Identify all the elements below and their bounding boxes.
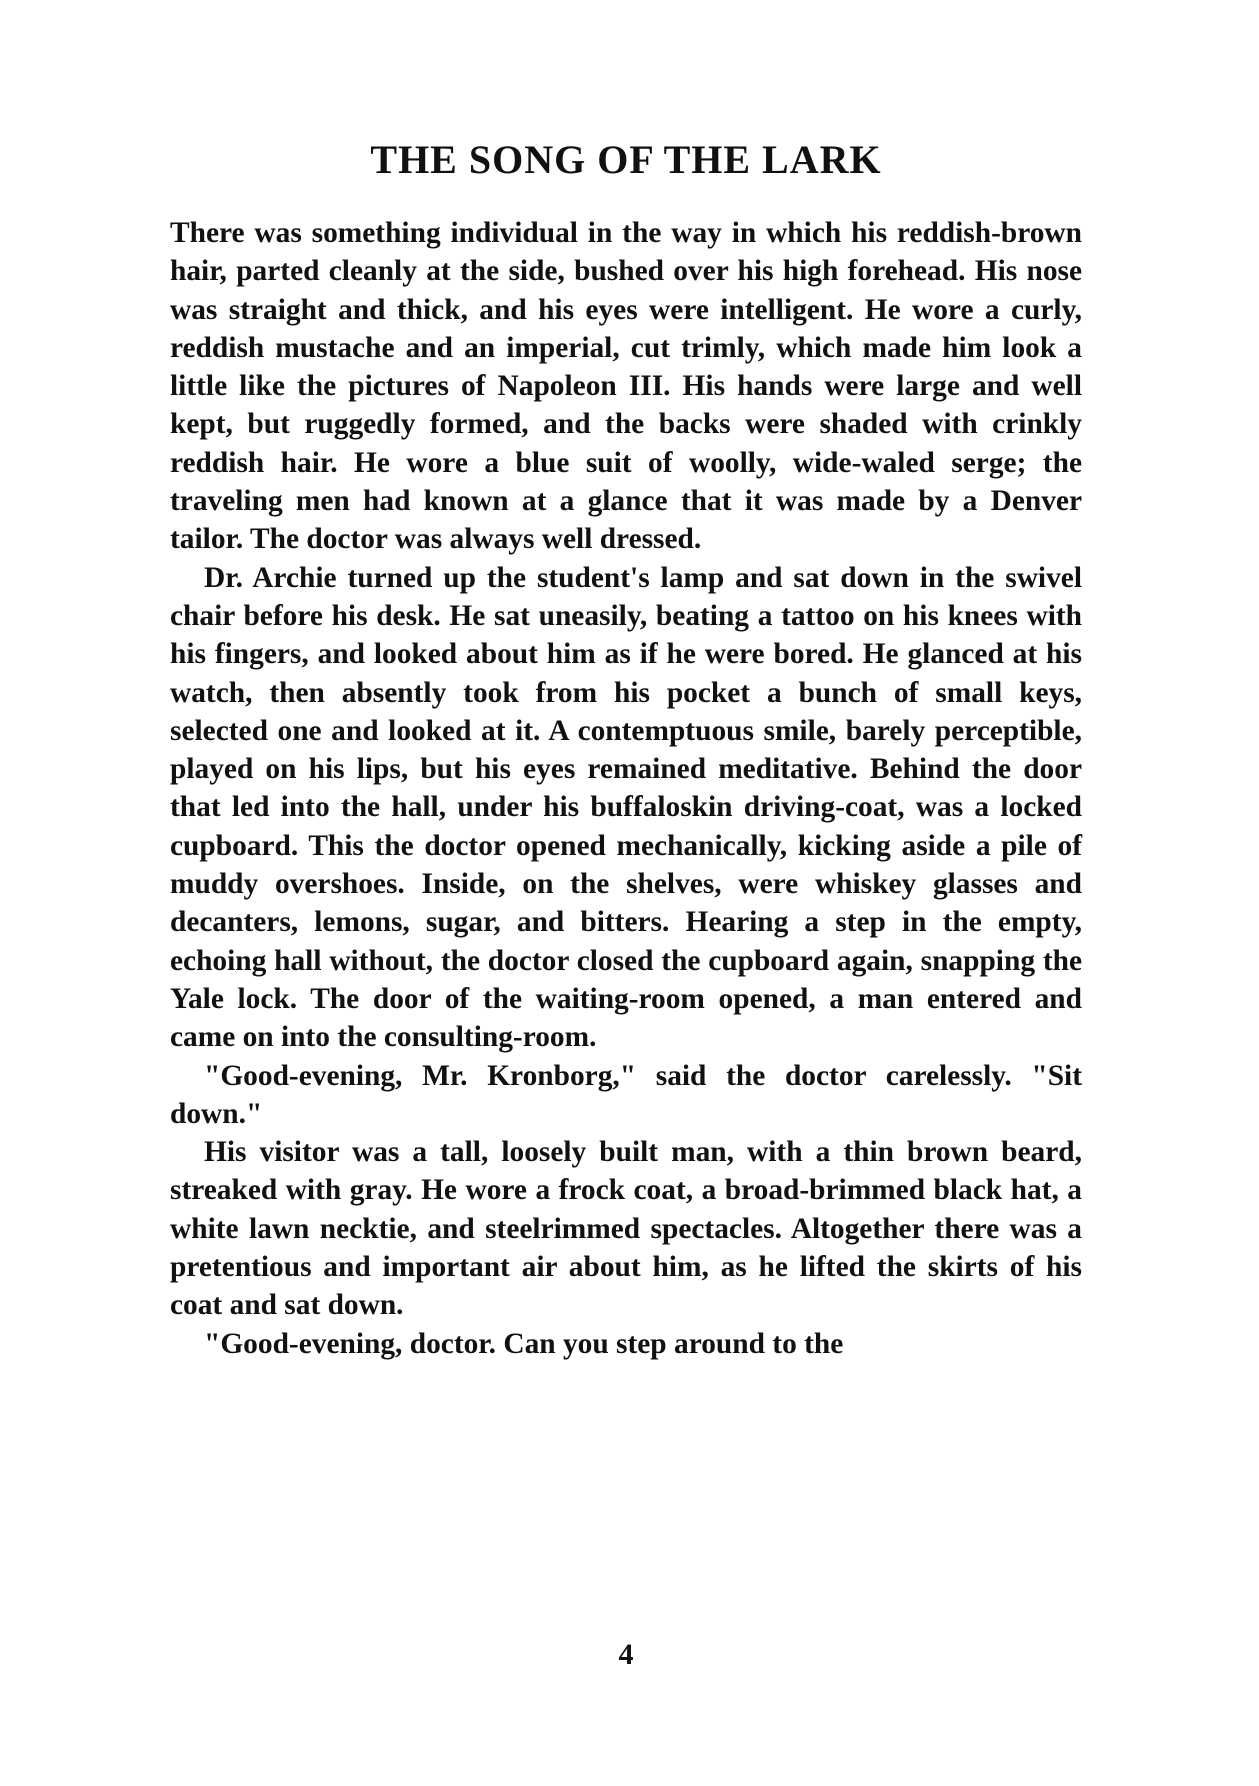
- book-page: [170, 0, 1082, 1786]
- body-text: [170, 214, 1082, 1363]
- paragraph: His visitor was a tall, loosely built man, with a thin brown beard, streaked with gray. He wore a frock coat, a broad-brimmed black hat, a white lawn necktie, and steelrimmed spectacles. Altogether there was a pretentious and important air about him, as he lifted the skirts of his coat and sat down.: [170, 1136, 1082, 1322]
- paragraph: "Good-evening, Mr. Kronborg," said the doctor carelessly. "Sit down.": [170, 1059, 1082, 1130]
- paragraph: "Good-evening, doctor. Can you step around to the: [204, 1327, 844, 1360]
- running-title: THE SONG OF THE LARK: [370, 137, 882, 182]
- page-number: 4: [618, 1638, 634, 1671]
- paragraph: There was something individual in the way in which his reddish-brown hair, parted cleanly at the side, bushed over his high forehead. His nose was straight and thick, and his eyes were intelligent. He wore a curly, reddish mustache and an imperial, cut trimly, which made him look a little like the pictures of Napoleon III. His hands were large and well kept, but ruggedly formed, and the backs were shaded with crinkly reddish hair. He wore a blue suit of woolly, wide-waled serge; the traveling men had known at a glance that it was made by a Denver tailor. The doctor was always well dressed.: [170, 217, 1082, 556]
- paragraph: Dr. Archie turned up the student's lamp and sat down in the swivel chair before his desk. He sat uneasily, beating a tattoo on his knees with his fingers, and looked about him as if he were bored. He glanced at his watch, then absently took from his pocket a bunch of small keys, selected one and looked at it. A contemptuous smile, barely perceptible, played on his lips, but his eyes remained meditative. Behind the door that led into the hall, under his buffaloskin driving-coat, was a locked cupboard. This the doctor opened mechanically, kicking aside a pile of muddy overshoes. Inside, on the shelves, were whiskey glasses and decanters, lemons, sugar, and bitters. Hearing a step in the empty, echoing hall without, the doctor closed the cupboard again, snapping the Yale lock. The door of the waiting-room opened, a man entered and came on into the consulting-room.: [170, 561, 1082, 1054]
